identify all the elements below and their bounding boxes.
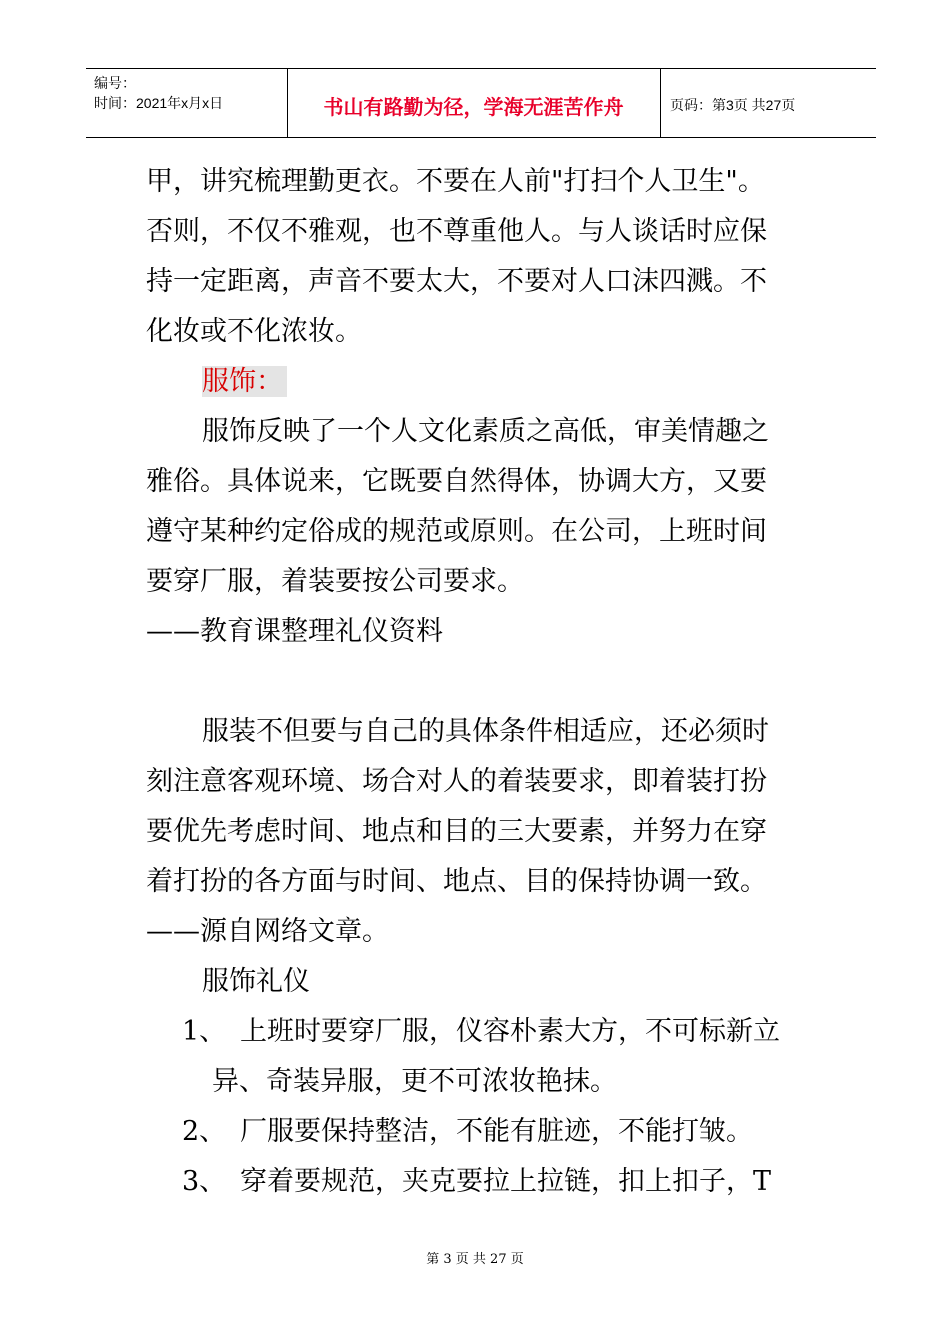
section-heading <box>202 357 287 407</box>
body-line: 刻注意客观环境、场合对人的着装要求，即着装打扮 <box>146 766 767 797</box>
page-header <box>86 68 876 138</box>
list-item <box>182 1107 753 1157</box>
header-left-cell <box>86 69 288 137</box>
body-line: 化妆或不化浓妆。 <box>146 316 362 347</box>
body-line: 持一定距离，声音不要太大，不要对人口沫四溅。不 <box>146 266 767 297</box>
body-line: 甲，讲究梳理勤更衣。不要在人前"打扫个人卫生"。 <box>146 166 765 197</box>
source-line: ——源自网络文章。 <box>146 916 389 947</box>
list-text: 上班时要穿厂服，仪容朴素大方，不可标新立 <box>240 1016 780 1047</box>
list-item <box>182 1157 771 1207</box>
page-footer: 第 3 页 共 27 页 <box>426 1252 524 1267</box>
document-time-label: 时间：2021年x月x日 <box>94 95 224 111</box>
body-line: 遵守某种约定俗成的规范或原则。在公司，上班时间 <box>146 516 767 547</box>
body-line: 雅俗。具体说来，它既要自然得体，协调大方，又要 <box>146 466 767 497</box>
list-number: 1、 <box>182 1016 227 1047</box>
body-line: 要优先考虑时间、地点和目的三大要素，并努力在穿 <box>146 816 767 847</box>
list-number: 3、 <box>182 1166 227 1197</box>
body-line: 要穿厂服，着装要按公司要求。 <box>146 566 524 597</box>
list-item-continuation: 异、奇装异服，更不可浓妆艳抹。 <box>212 1066 617 1097</box>
body-line: 否则，不仅不雅观，也不尊重他人。与人谈话时应保 <box>146 216 767 247</box>
body-line: 着打扮的各方面与时间、地点、目的保持协调一致。 <box>146 866 767 897</box>
section-heading-text: 服饰： <box>202 366 287 397</box>
list-item <box>182 1007 780 1057</box>
list-number: 2、 <box>182 1116 227 1147</box>
source-line: ——教育课整理礼仪资料 <box>146 616 443 647</box>
list-text: 厂服要保持整洁，不能有脏迹，不能打皱。 <box>240 1116 753 1147</box>
body-line: 服饰反映了一个人文化素质之高低，审美情趣之 <box>202 416 769 447</box>
header-motto-cell <box>287 69 661 137</box>
header-page-info: 页码：第3页 共27页 <box>670 97 796 113</box>
subheading: 服饰礼仪 <box>202 966 310 997</box>
list-text: 穿着要规范，夹克要拉上拉链，扣上扣子，T <box>240 1166 772 1197</box>
body-line: 服装不但要与自己的具体条件相适应，还必须时 <box>202 716 769 747</box>
header-page-cell <box>660 69 876 137</box>
header-motto: 书山有路勤为径，学海无涯苦作舟 <box>323 95 624 119</box>
document-number-label: 编号： <box>94 75 136 91</box>
